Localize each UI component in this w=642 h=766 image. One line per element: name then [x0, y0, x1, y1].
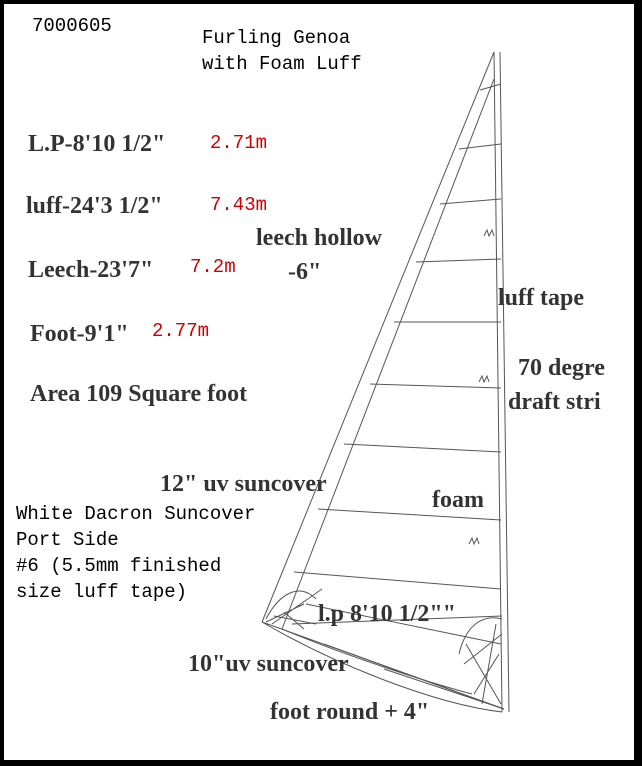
- lp-label: L.P-8'10 1/2": [28, 131, 166, 157]
- luff-tape-line: [500, 52, 509, 712]
- draft-stripe-line-1: 70 degre: [518, 355, 605, 381]
- sail-luff: [494, 52, 502, 712]
- title-line-1: Furling Genoa: [202, 27, 351, 49]
- suncover-line: [282, 79, 494, 629]
- leech-hollow-label: leech hollow: [256, 225, 382, 251]
- foam-label: foam: [432, 487, 484, 513]
- luff-tape-label: luff tape: [498, 285, 584, 311]
- title-line-2: with Foam Luff: [202, 53, 362, 75]
- foot-label: Foot-9'1": [30, 321, 129, 347]
- drawing-panel: [4, 4, 634, 760]
- suncover-note-line-2: Port Side: [16, 529, 119, 551]
- foot-round-label: foot round + 4": [270, 699, 430, 725]
- draft-stripe-line-2: draft stri: [508, 389, 601, 415]
- uv-suncover-10-label: 10"uv suncover: [188, 651, 349, 677]
- leech-metric: 7.2m: [190, 256, 236, 278]
- area-label: Area 109 Square foot: [30, 381, 248, 407]
- tack-patch: [459, 618, 502, 704]
- suncover-note-line-3: #6 (5.5mm finished: [16, 555, 222, 577]
- suncover-note-line-4: size luff tape): [16, 581, 188, 603]
- uv-suncover-12-label: 12" uv suncover: [160, 471, 327, 497]
- leech-label: Leech-23'7": [28, 257, 154, 283]
- lp-inside-label: l.p 8'10 1/2"": [318, 601, 456, 627]
- suncover-note-line-1: White Dacron Suncover: [16, 503, 256, 525]
- leech-hollow-value: -6": [288, 259, 322, 285]
- luff-label: luff-24'3 1/2": [26, 193, 163, 219]
- lp-metric: 2.71m: [210, 132, 268, 154]
- luff-metric: 7.43m: [210, 194, 268, 216]
- sail-id: 7000605: [32, 15, 112, 37]
- foot-metric: 2.77m: [152, 320, 210, 342]
- sail-leech: [262, 52, 494, 622]
